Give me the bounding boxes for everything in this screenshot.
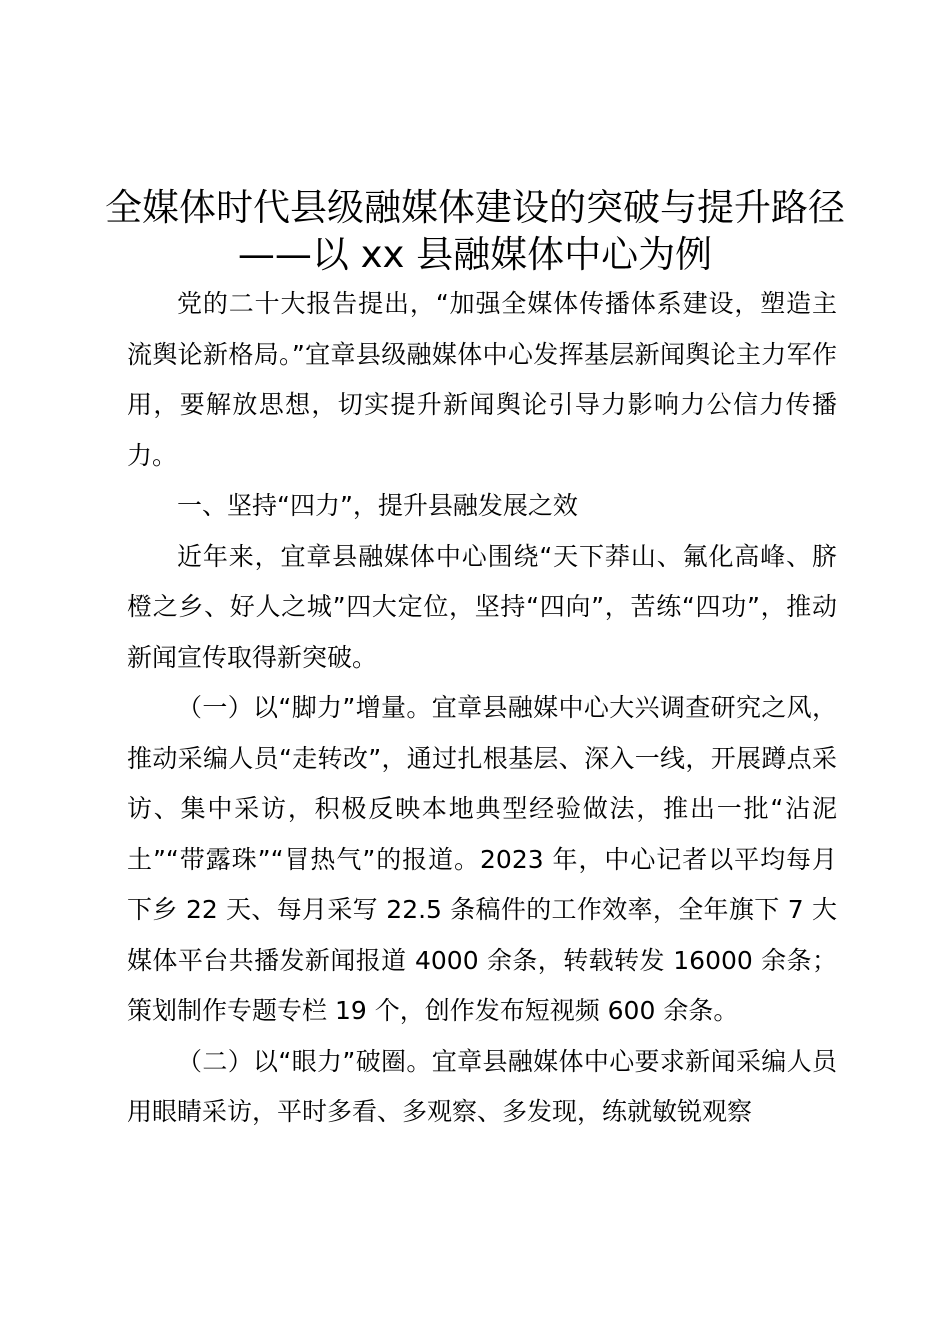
paragraph-intro: 党的二十大报告提出，“加强全媒体传播体系建设，塑造主流舆论新格局。”宜章县级融媒体中心发挥基层新闻舆论主力军作用，要解放思想，切实提升新闻舆论引导力影响力公信力传播力。 xyxy=(127,289,837,470)
section-heading: 一、坚持“四力”，提升县融发展之效 xyxy=(177,491,578,520)
document-subtitle: ——以 xx 县融媒体中心为例 xyxy=(237,233,713,276)
paragraph-eyesight: （二）以“眼力”破圈。宜章县融媒体中心要求新闻采编人员用眼睛采访，平时多看、多观察、多发现，练就敏锐观察 xyxy=(127,1046,837,1126)
paragraph-overview: 近年来，宜章县融媒体中心围绕“天下莽山、氟化高峰、脐橙之乡、好人之城”四大定位，坚持“四向”，苦练“四功”，推动新闻宣传取得新突破。 xyxy=(127,541,837,672)
document-title: 全媒体时代县级融媒体建设的突破与提升路径 xyxy=(105,186,845,229)
document-body xyxy=(127,279,837,1138)
paragraph-footwork: （一）以“脚力”增量。宜章县融媒中心大兴调查研究之风，推动采编人员“走转改”，通过扎根基层、深入一线，开展蹲点采访、集中采访，积极反映本地典型经验做法，推出一批“沾泥土”“带露珠”“冒热气”的报道。2023 年，中心记者以平均每月下乡 22 天、每月采写 22.5 条稿件的工作效率，全年旗下 7 大媒体平台共播发新闻报道 4000 余条，转载转发 16000 余条；策划制作专题专栏 19 个，创作发布短视频 600 余条。 xyxy=(127,693,837,1025)
